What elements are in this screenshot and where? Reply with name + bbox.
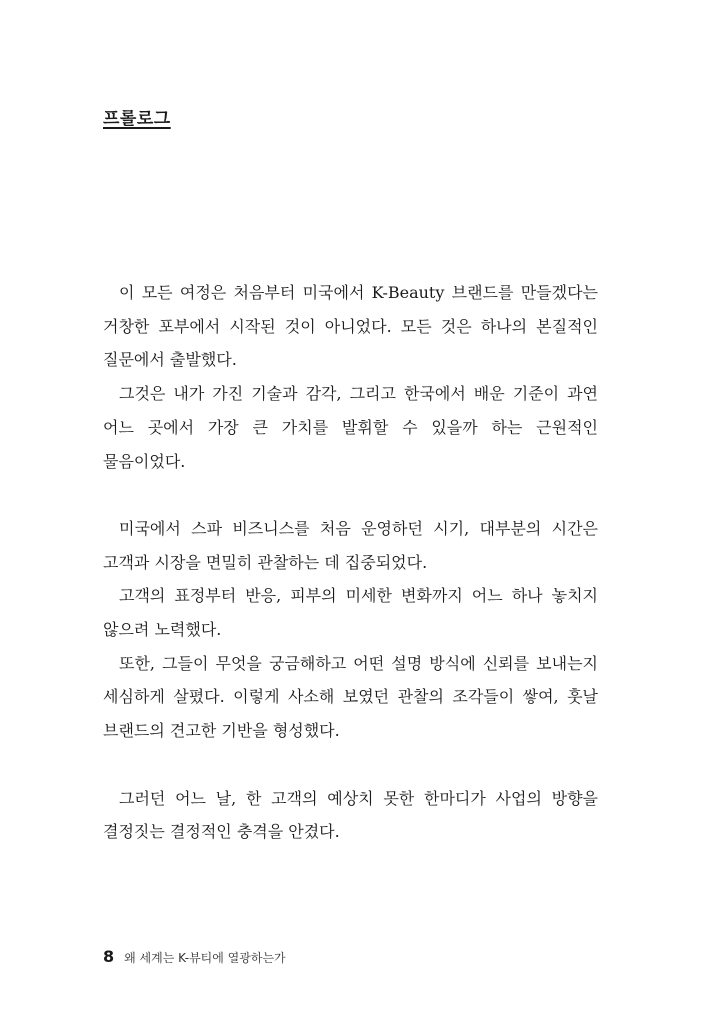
paragraph: 그것은 내가 가진 기술과 감각, 그리고 한국에서 배운 기준이 과연 어느 곳에서 가장 큰 가치를 발휘할 수 있을까 하는 근원적인 물음이었다. — [103, 384, 598, 471]
paragraph-gap — [103, 748, 598, 782]
paragraph-gap — [103, 478, 598, 512]
paragraph: 또한, 그들이 무엇을 궁금해하고 어떤 설명 방식에 신뢰를 보내는지 세심하게 살폈다. 이렇게 사소해 보였던 관찰의 조각들이 쌓여, 훗날 브랜드의 견고한 기반을 형성했다. — [103, 653, 598, 741]
paragraph: 이 모든 여정은 처음부터 미국에서 K-Beauty 브랜드를 만들겠다는 거창한 포부에서 시작된 것이 아니었다. 모든 것은 하나의 본질적인 질문에서 출발했다. — [103, 283, 598, 370]
running-title: 왜 세계는 K-뷰티에 열광하는가 — [124, 951, 286, 965]
chapter-title: 프롤로그 — [103, 109, 171, 129]
paragraph: 고객의 표정부터 반응, 피부의 미세한 변화까지 어느 하나 놓치지 않으려 노력했다. — [103, 586, 598, 640]
page-number: 8 — [103, 947, 115, 966]
page-footer — [103, 947, 286, 966]
paragraph: 미국에서 스파 비즈니스를 처음 운영하던 시기, 대부분의 시간은 고객과 시장을 면밀히 관찰하는 데 집중되었다. — [103, 518, 598, 572]
body-text — [103, 276, 598, 849]
paragraph: 그러던 어느 날, 한 고객의 예상치 못한 한마디가 사업의 방향을 결정짓는 결정적인 충격을 안겼다. — [103, 788, 598, 842]
